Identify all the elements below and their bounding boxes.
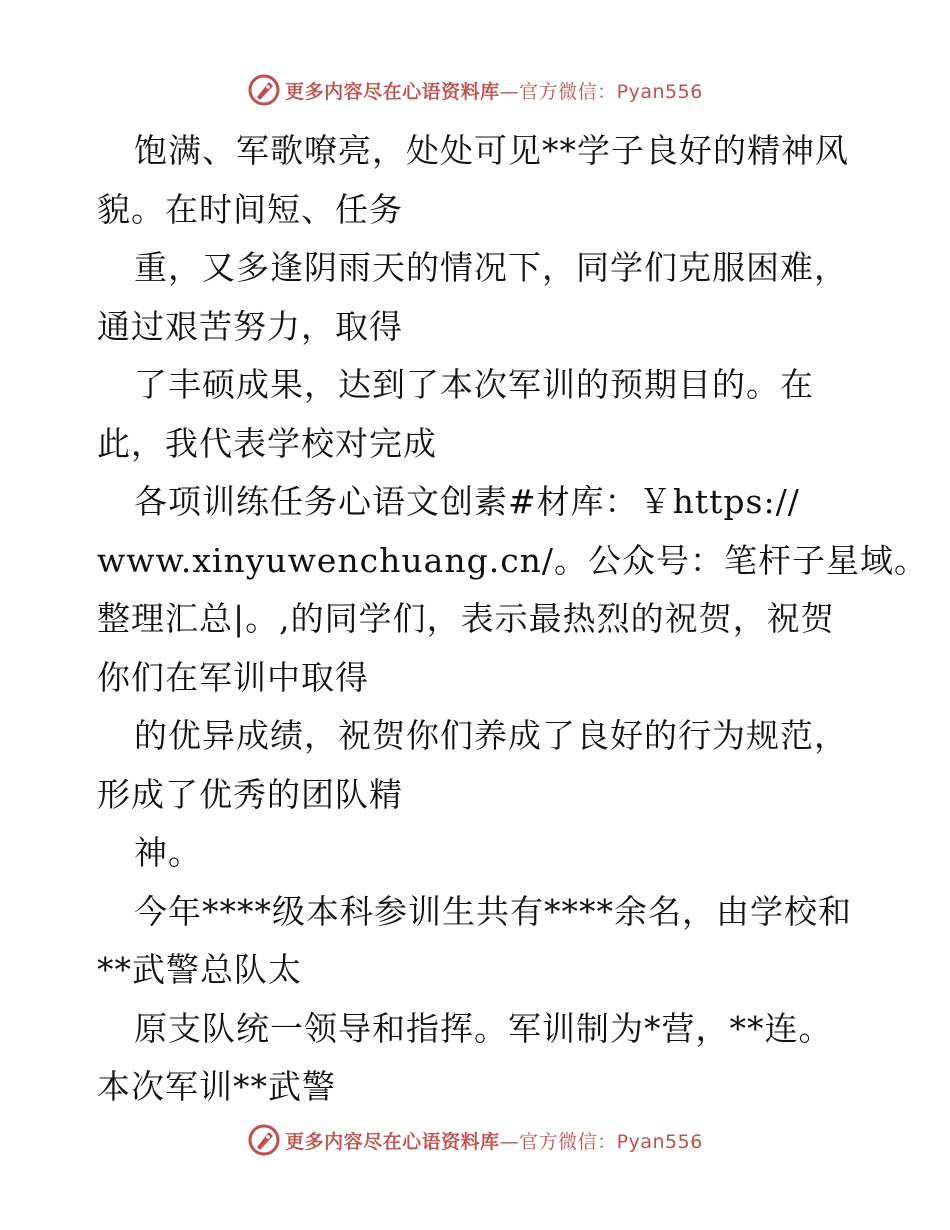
banner-site-text: 更多内容尽在心语资料库 [285, 1130, 500, 1153]
footer-banner [0, 1120, 950, 1160]
text-line: 的优异成绩，祝贺你们养成了良好的行为规范， [134, 716, 848, 755]
text-line: **武警总队太 [97, 950, 302, 989]
text-line: 你们在军训中取得 [97, 657, 369, 697]
banner-site-text: 更多内容尽在心语资料库 [285, 80, 500, 103]
text-line: 了丰硕成果，达到了本次军训的预期目的。在 [134, 365, 814, 404]
header-banner [0, 70, 950, 110]
document-body [97, 122, 929, 1117]
text-line: 整理汇总|。,的同学们，表示最热烈的祝贺，祝贺 [97, 599, 835, 638]
banner-contact-text: —官方微信：Pyan556 [499, 1130, 703, 1153]
text-line: 形成了优秀的团队精 [97, 774, 403, 814]
text-line: www.xinyuwenchuang.cn/。公众号：笔杆子星域。 [97, 540, 929, 580]
text-line: 本次军训**武警 [97, 1067, 336, 1106]
text-line: 通过艰苦努力，取得 [97, 306, 403, 346]
text-line: 神。 [134, 833, 202, 872]
text-line: 今年****级本科参训生共有****余名，由学校和 [134, 891, 852, 931]
banner-contact-text: —官方微信：Pyan556 [499, 80, 703, 103]
pen-nib-logo-icon [247, 73, 281, 107]
text-line: 此，我代表学校对完成 [97, 423, 437, 463]
text-line: 重，又多逢阴雨天的情况下，同学们克服困难， [134, 248, 848, 287]
text-line: 各项训练任务心语文创素#材库：￥https:// [134, 482, 800, 521]
text-line: 饱满、军歌嘹亮，处处可见**学子良好的精神风 [134, 131, 849, 170]
pen-nib-logo-icon [247, 1123, 281, 1157]
text-line: 貌。在时间短、任务 [97, 189, 403, 229]
text-line: 原支队统一领导和指挥。军训制为*营，**连。 [134, 1008, 833, 1048]
